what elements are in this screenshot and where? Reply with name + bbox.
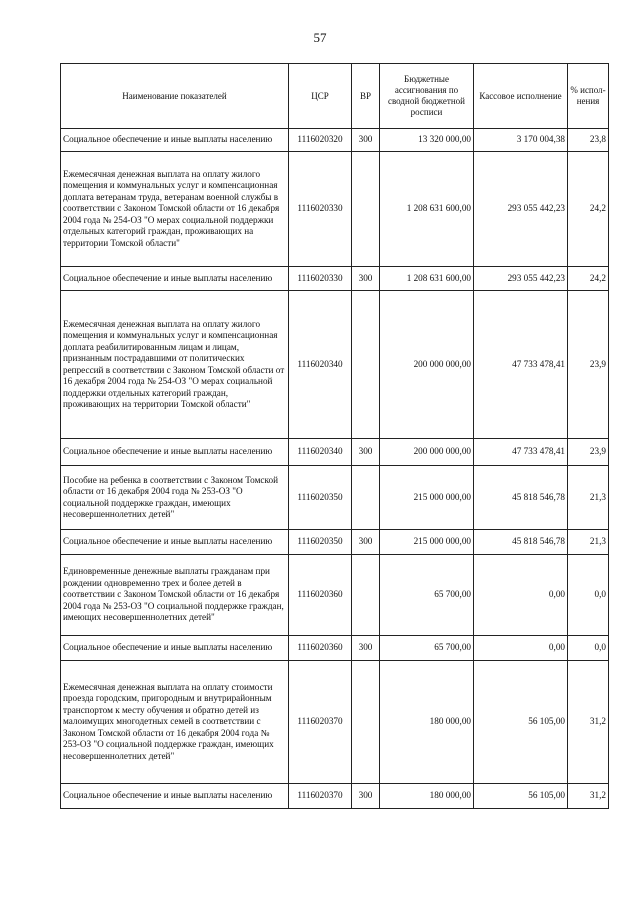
row-fact: 56 105,00 <box>474 784 568 809</box>
row-code: 1116020370 <box>289 784 352 809</box>
row-fact: 293 055 442,23 <box>474 267 568 291</box>
row-name: Социальное обеспечение и иные выплаты населению <box>61 267 289 291</box>
row-vr <box>352 152 380 267</box>
table-row <box>61 291 609 439</box>
row-vr: 300 <box>352 267 380 291</box>
row-code: 1116020330 <box>289 267 352 291</box>
row-fact: 0,00 <box>474 555 568 636</box>
header-pct: % испол-нения <box>568 64 609 129</box>
row-fact: 47 733 478,41 <box>474 291 568 439</box>
row-fact: 0,00 <box>474 636 568 661</box>
row-fact: 45 818 546,78 <box>474 530 568 555</box>
row-vr: 300 <box>352 439 380 466</box>
header-plan: Бюджетные ассигнования по сводной бюджетной росписи <box>380 64 474 129</box>
row-pct: 21,3 <box>568 466 609 530</box>
table-row <box>61 555 609 636</box>
row-plan: 1 208 631 600,00 <box>380 152 474 267</box>
row-fact: 45 818 546,78 <box>474 466 568 530</box>
row-name: Единовременные денежные выплаты гражданам при рождении одновременно трех и более детей в соответствии с Законом Томской области от 16 декабря 2004 года № 253-ОЗ "О социальной поддержке граждан, имеющих несовершеннолетних детей" <box>61 555 289 636</box>
header-code: ЦСР <box>289 64 352 129</box>
row-fact: 293 055 442,23 <box>474 152 568 267</box>
row-code: 1116020340 <box>289 439 352 466</box>
table-row <box>61 784 609 809</box>
row-name: Социальное обеспечение и иные выплаты населению <box>61 129 289 152</box>
budget-execution-table <box>60 63 609 809</box>
row-code: 1116020340 <box>289 291 352 439</box>
row-vr: 300 <box>352 784 380 809</box>
row-code: 1116020330 <box>289 152 352 267</box>
row-code: 1116020350 <box>289 466 352 530</box>
row-name: Социальное обеспечение и иные выплаты населению <box>61 530 289 555</box>
row-name: Социальное обеспечение и иные выплаты населению <box>61 439 289 466</box>
table-header-row <box>61 64 609 129</box>
table-row <box>61 152 609 267</box>
row-fact: 56 105,00 <box>474 661 568 784</box>
table-row <box>61 636 609 661</box>
row-vr: 300 <box>352 530 380 555</box>
row-pct: 0,0 <box>568 636 609 661</box>
row-pct: 0,0 <box>568 555 609 636</box>
row-plan: 200 000 000,00 <box>380 439 474 466</box>
row-code: 1116020370 <box>289 661 352 784</box>
row-fact: 3 170 004,38 <box>474 129 568 152</box>
header-name: Наименование показателей <box>61 64 289 129</box>
row-vr: 300 <box>352 129 380 152</box>
row-code: 1116020350 <box>289 530 352 555</box>
row-code: 1116020360 <box>289 636 352 661</box>
row-pct: 23,9 <box>568 439 609 466</box>
row-pct: 23,9 <box>568 291 609 439</box>
row-vr <box>352 291 380 439</box>
row-pct: 31,2 <box>568 661 609 784</box>
row-vr <box>352 555 380 636</box>
row-plan: 65 700,00 <box>380 555 474 636</box>
row-pct: 31,2 <box>568 784 609 809</box>
row-plan: 215 000 000,00 <box>380 530 474 555</box>
row-fact: 47 733 478,41 <box>474 439 568 466</box>
row-name: Ежемесячная денежная выплата на оплату стоимости проезда городским, пригородным и внутрирайонным транспортом к месту обучения и обратно детей из малоимущих многодетных семей в соответствии с Законом Томской области от 16 декабря 2004 года № 253-ОЗ "О социальной поддержке граждан, имеющих несовершеннолетних детей" <box>61 661 289 784</box>
row-vr <box>352 466 380 530</box>
row-plan: 215 000 000,00 <box>380 466 474 530</box>
row-name: Социальное обеспечение и иные выплаты населению <box>61 784 289 809</box>
header-vr: ВР <box>352 64 380 129</box>
row-name: Социальное обеспечение и иные выплаты населению <box>61 636 289 661</box>
table-row <box>61 530 609 555</box>
row-pct: 21,3 <box>568 530 609 555</box>
row-code: 1116020360 <box>289 555 352 636</box>
row-name: Ежемесячная денежная выплата на оплату жилого помещения и коммунальных услуг и компенсационная доплата ветеранам труда, ветеранам военной службы в соответствии с Законом Томской области от 16 декабря 2004 года № 254-ОЗ "О мерах социальной поддержки отдельных категорий граждан, проживающих на территории Томской области" <box>61 152 289 267</box>
row-pct: 24,2 <box>568 267 609 291</box>
row-plan: 180 000,00 <box>380 661 474 784</box>
page-number: 57 <box>313 30 327 45</box>
header-fact: Кассовое исполнение <box>474 64 568 129</box>
table-row <box>61 439 609 466</box>
table-row <box>61 129 609 152</box>
row-name: Ежемесячная денежная выплата на оплату жилого помещения и коммунальных услуг и компенсационная доплата реабилитированным лицам и лицам, признанным пострадавшими от политических репрессий в соответствии с Законом Томской области от 16 декабря 2004 года № 254-ОЗ "О мерах социальной поддержки отдельных категорий граждан, проживающих на территории Томской области" <box>61 291 289 439</box>
row-plan: 200 000 000,00 <box>380 291 474 439</box>
table-row <box>61 267 609 291</box>
row-name: Пособие на ребенка в соответствии с Законом Томской области от 16 декабря 2004 года № 253-ОЗ "О социальной поддержке граждан, имеющих несовершеннолетних детей" <box>61 466 289 530</box>
row-pct: 23,8 <box>568 129 609 152</box>
row-plan: 180 000,00 <box>380 784 474 809</box>
row-vr <box>352 661 380 784</box>
row-plan: 1 208 631 600,00 <box>380 267 474 291</box>
row-pct: 24,2 <box>568 152 609 267</box>
row-vr: 300 <box>352 636 380 661</box>
row-plan: 13 320 000,00 <box>380 129 474 152</box>
row-plan: 65 700,00 <box>380 636 474 661</box>
row-code: 1116020320 <box>289 129 352 152</box>
table-row <box>61 661 609 784</box>
table-row <box>61 466 609 530</box>
